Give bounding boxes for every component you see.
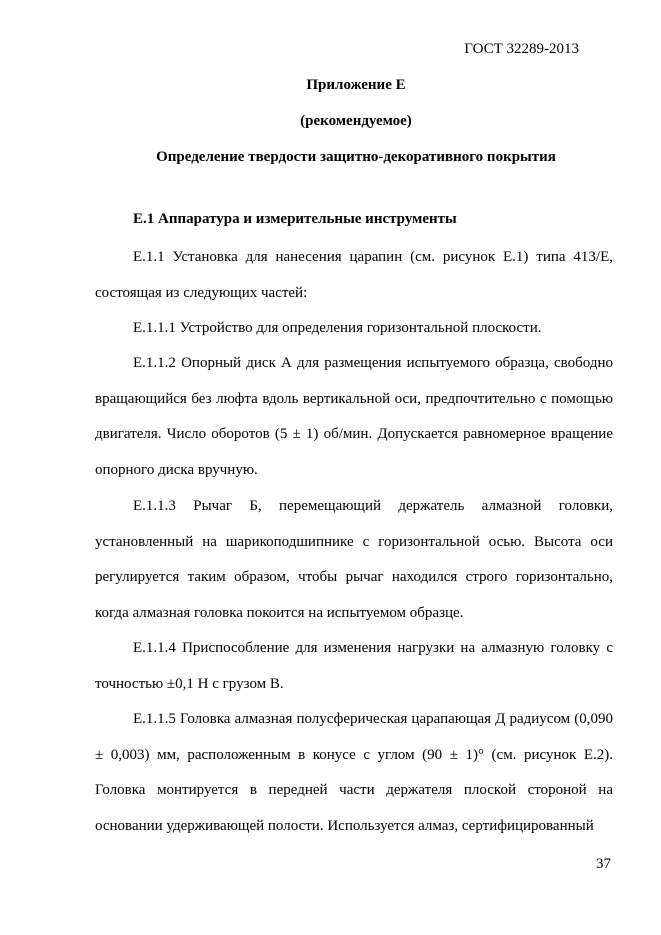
- appendix-status: (рекомендуемое): [300, 113, 412, 129]
- section-title: Е.1 Аппаратура и измерительные инструменты: [133, 211, 457, 227]
- appendix-heading: Определение твердости защитно-декоративного покрытия: [156, 149, 556, 165]
- paragraph-e-1-1: Е.1.1 Установка для нанесения царапин (см. рисунок Е.1) типа 413/Е, состоящая из следующих частей:: [95, 249, 613, 301]
- standard-code: ГОСТ 32289-2013: [464, 41, 579, 57]
- paragraph-e-1-1-2: Е.1.1.2 Опорный диск А для размещения испытуемого образца, свободно вращающийся без люфта вдоль вертикальной оси, предпочтительно с помощью двигателя. Число оборотов (5 ± 1) об/мин. Допускается равномерное вращение опорного диска вручную.: [95, 355, 613, 478]
- appendix-title: Приложение Е: [306, 77, 406, 93]
- paragraph-e-1-1-4: Е.1.1.4 Приспособление для изменения нагрузки на алмазную головку с точностью ±0,1 Н с грузом В.: [95, 640, 613, 692]
- page-number: 37: [596, 856, 611, 872]
- paragraph-e-1-1-5: Е.1.1.5 Головка алмазная полусферическая царапающая Д радиусом (0,090 ± 0,003) мм, расположенным в конусе с углом (90 ± 1)° (см. рисунок Е.2). Головка монтируется в передней части держателя плоской стороной на основании удерживающей полости. Используется алмаз, сертифицированный: [95, 711, 613, 834]
- paragraph-e-1-1-1: Е.1.1.1 Устройство для определения горизонтальной плоскости.: [133, 320, 542, 336]
- paragraph-e-1-1-3: Е.1.1.3 Рычаг Б, перемещающий держатель алмазной головки, установленный на шарикоподшипнике с горизонтальной осью. Высота оси регулируется таким образом, чтобы рычаг находился строго горизонтально, когда алмазная головка покоится на испытуемом образце.: [95, 498, 613, 621]
